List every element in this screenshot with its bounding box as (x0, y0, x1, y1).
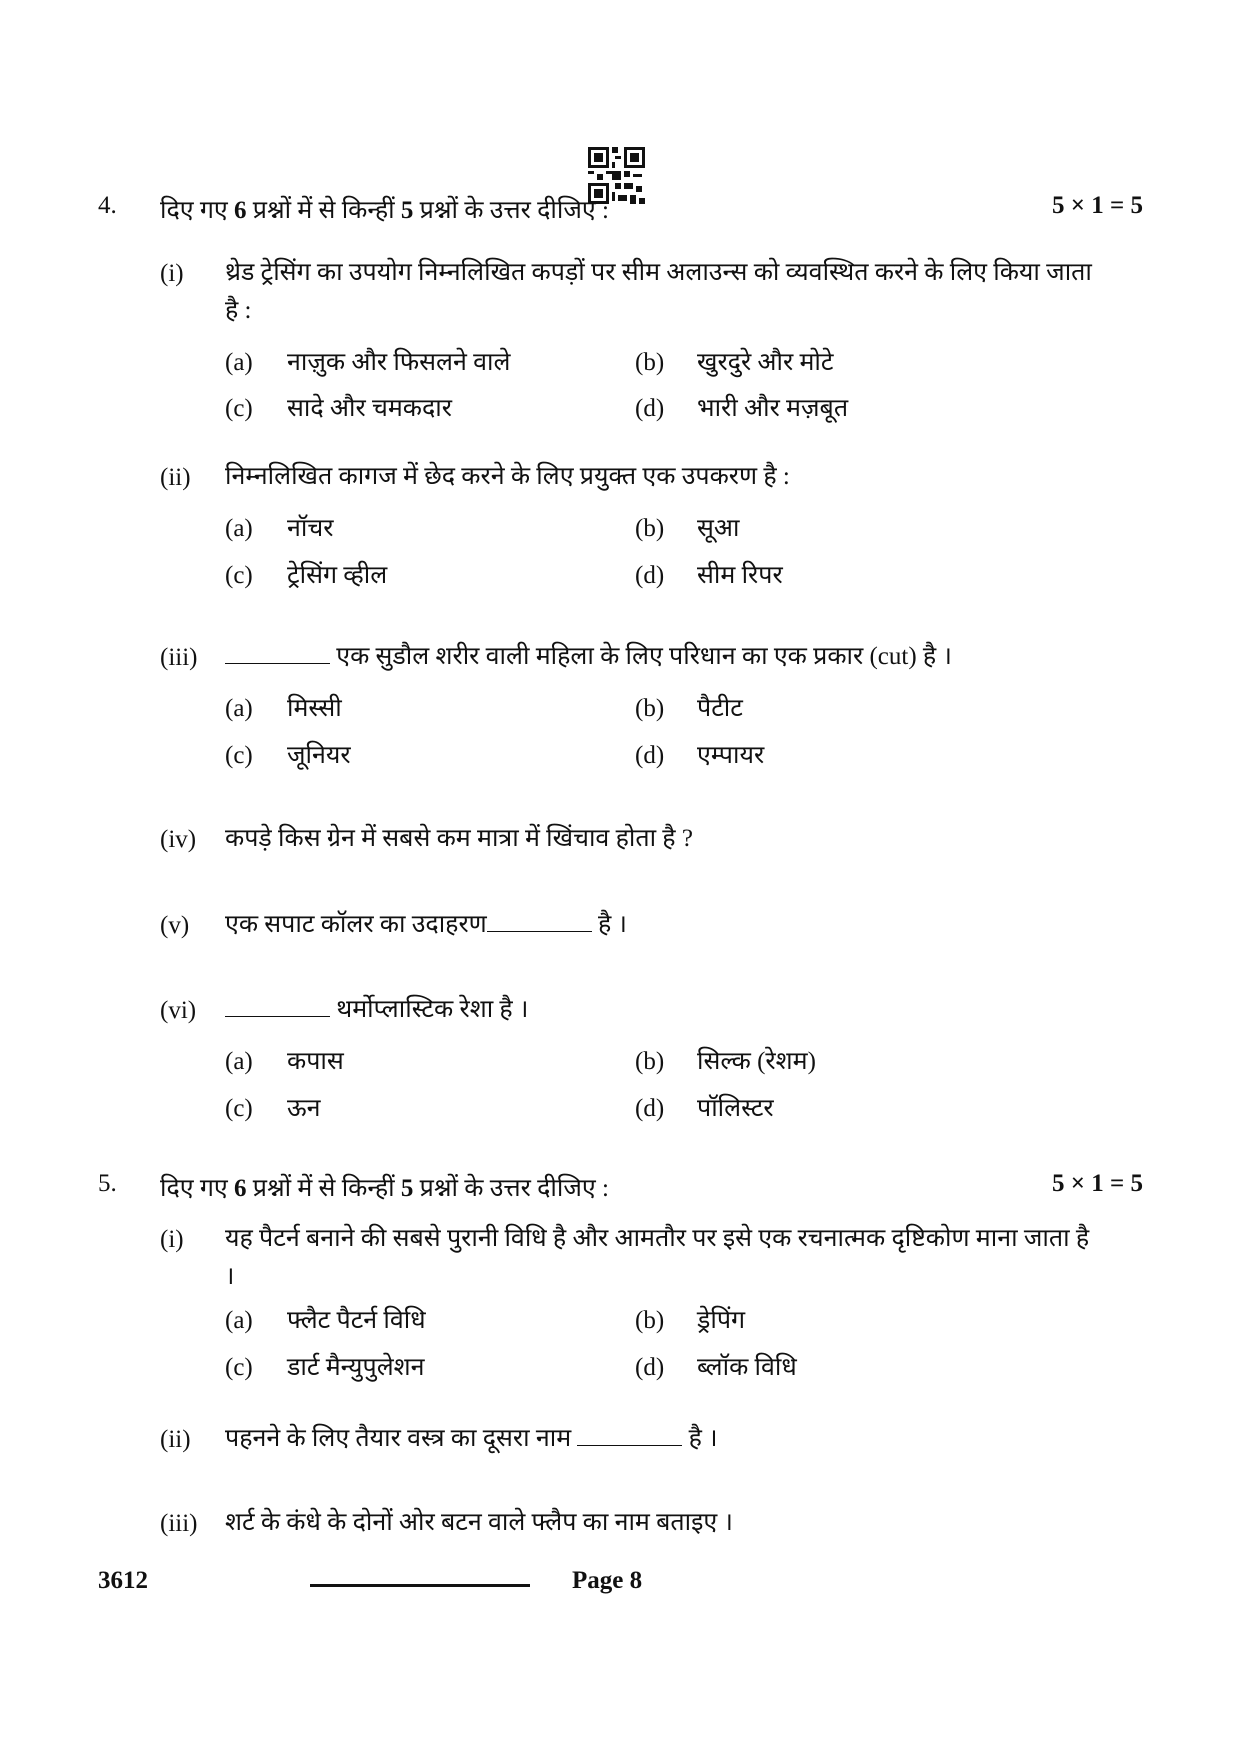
footer-divider (310, 1584, 530, 1587)
sub-question-text (225, 638, 1095, 676)
option-text: पैटीट (697, 695, 743, 722)
option-label: (a) (225, 1307, 253, 1334)
option (225, 344, 510, 378)
sub-question-text: निम्नलिखित कागज में छेद करने के लिए प्रयुक्त एक उपकरण है : (225, 463, 790, 490)
option-label: (c) (225, 395, 253, 422)
option-label: (a) (225, 695, 253, 722)
sub-question-label: (v) (160, 912, 190, 939)
sub-question-label: (iii) (160, 1510, 198, 1537)
option (635, 510, 739, 544)
option-label: (c) (225, 1354, 253, 1381)
option (635, 690, 743, 724)
option-label: (d) (635, 562, 665, 589)
option-text: नाज़ुक और फिसलने वाले (287, 349, 511, 376)
option-label: (b) (635, 695, 665, 722)
option (635, 1349, 797, 1383)
option-text: मिस्सी (287, 695, 342, 722)
option-text: सीम रिपर (697, 562, 783, 589)
option-text: नॉचर (287, 515, 334, 542)
option-text: ड्रेपिंग (697, 1307, 746, 1334)
option-label: (b) (635, 1307, 665, 1334)
question-number: 4. (98, 192, 117, 219)
option (635, 1043, 816, 1077)
option (635, 1090, 774, 1124)
option-label: (b) (635, 349, 665, 376)
option (225, 1090, 321, 1124)
option-text: सूआ (697, 515, 740, 542)
sub-question-label: (i) (160, 1226, 184, 1253)
sub-question-text (225, 991, 1095, 1029)
option-label: (b) (635, 515, 665, 542)
sub-question-text (225, 906, 1095, 944)
sub-question-label: (iv) (160, 826, 197, 853)
option-text: फ्लैट पैटर्न विधि (287, 1307, 426, 1334)
instruction-text: प्रश्नों में से किन्हीं (246, 1175, 401, 1202)
option (225, 1349, 425, 1383)
option-text: ऊन (287, 1095, 321, 1122)
sub-question-text: थ्रेड ट्रेसिंग का उपयोग निम्नलिखित कपड़ों पर सीम अलाउन्स को व्यवस्थित करने के लिए किया जाता है : (225, 259, 1092, 324)
instruction-count: 5 (400, 197, 414, 224)
option-text: भारी और मज़बूत (697, 395, 849, 422)
option (225, 390, 452, 424)
option-label: (c) (225, 562, 253, 589)
answer-blank (577, 1444, 682, 1446)
option-text: जूनियर (287, 742, 351, 769)
answer-blank (487, 930, 592, 932)
question-instruction (160, 1170, 609, 1204)
instruction-text: प्रश्नों के उत्तर दीजिए : (413, 197, 609, 224)
option-text: खुरदुरे और मोटे (697, 349, 834, 376)
option-label: (d) (635, 395, 665, 422)
option-label: (b) (635, 1048, 665, 1075)
option-label: (a) (225, 515, 253, 542)
instruction-count: 6 (233, 1175, 247, 1202)
option-label: (a) (225, 349, 253, 376)
option (635, 737, 764, 771)
sub-question-text: शर्ट के कंधे के दोनों ओर बटन वाले फ्लैप का नाम बताइए । (225, 1509, 733, 1536)
option (635, 344, 834, 378)
sub-question-text: यह पैटर्न बनाने की सबसे पुरानी विधि है और आमतौर पर इसे एक रचनात्मक दृष्टिकोण माना जाता है । (225, 1225, 1090, 1290)
sub-question-label: (iii) (160, 644, 198, 671)
option-text: कपास (287, 1048, 344, 1075)
option-text: ट्रेसिंग व्हील (287, 562, 388, 589)
option-text: सिल्क (रेशम) (697, 1048, 816, 1075)
sub-question-label: (ii) (160, 1426, 191, 1453)
instruction-text: प्रश्नों के उत्तर दीजिए : (413, 1175, 609, 1202)
option-text: सादे और चमकदार (287, 395, 452, 422)
option (225, 690, 342, 724)
option (225, 737, 351, 771)
answer-blank (225, 1015, 330, 1017)
option-label: (a) (225, 1048, 253, 1075)
question-text: एक सपाट कॉलर का उदाहरण (225, 911, 487, 938)
option-label: (d) (635, 742, 665, 769)
question-number: 5. (98, 1170, 117, 1197)
option-text: एम्पायर (697, 742, 765, 769)
instruction-count: 5 (400, 1175, 414, 1202)
question-instruction (160, 192, 609, 226)
option (225, 557, 387, 591)
question-text: पहनने के लिए तैयार वस्त्र का दूसरा नाम (225, 1425, 578, 1452)
option (635, 390, 848, 424)
sub-question-label: (i) (160, 260, 184, 287)
option-label: (c) (225, 1095, 253, 1122)
option-label: (c) (225, 742, 253, 769)
option-text: ब्लॉक विधि (697, 1354, 797, 1381)
option-text: पॉलिस्टर (697, 1095, 774, 1122)
question-text: एक सुडौल शरीर वाली महिला के लिए परिधान का एक प्रकार (cut) है । (330, 643, 952, 670)
question-text: है । (591, 911, 628, 938)
option-label: (d) (635, 1095, 665, 1122)
option (225, 510, 333, 544)
question-text: है । (682, 1425, 718, 1452)
instruction-count: 6 (233, 197, 247, 224)
option (635, 1302, 745, 1336)
sub-question-text: कपड़े किस ग्रेन में सबसे कम मात्रा में खिंचाव होता है ? (225, 825, 693, 852)
option-text: डार्ट मैन्युपुलेशन (287, 1354, 425, 1381)
sub-question-label: (ii) (160, 464, 191, 491)
instruction-text: प्रश्नों में से किन्हीं (246, 197, 401, 224)
instruction-text: दिए गए (160, 197, 234, 224)
instruction-text: दिए गए (160, 1175, 234, 1202)
sub-question-text (225, 1420, 1095, 1458)
paper-code: 3612 (98, 1567, 148, 1594)
option (225, 1302, 426, 1336)
answer-blank (225, 662, 330, 664)
sub-question-label: (vi) (160, 997, 197, 1024)
marks-allocation: 5 × 1 = 5 (1052, 1170, 1143, 1197)
page-number: Page 8 (572, 1567, 643, 1594)
option (635, 557, 783, 591)
question-text: थर्मोप्लास्टिक रेशा है । (330, 996, 529, 1023)
option (225, 1043, 344, 1077)
option-label: (d) (635, 1354, 665, 1381)
marks-allocation: 5 × 1 = 5 (1052, 192, 1143, 219)
